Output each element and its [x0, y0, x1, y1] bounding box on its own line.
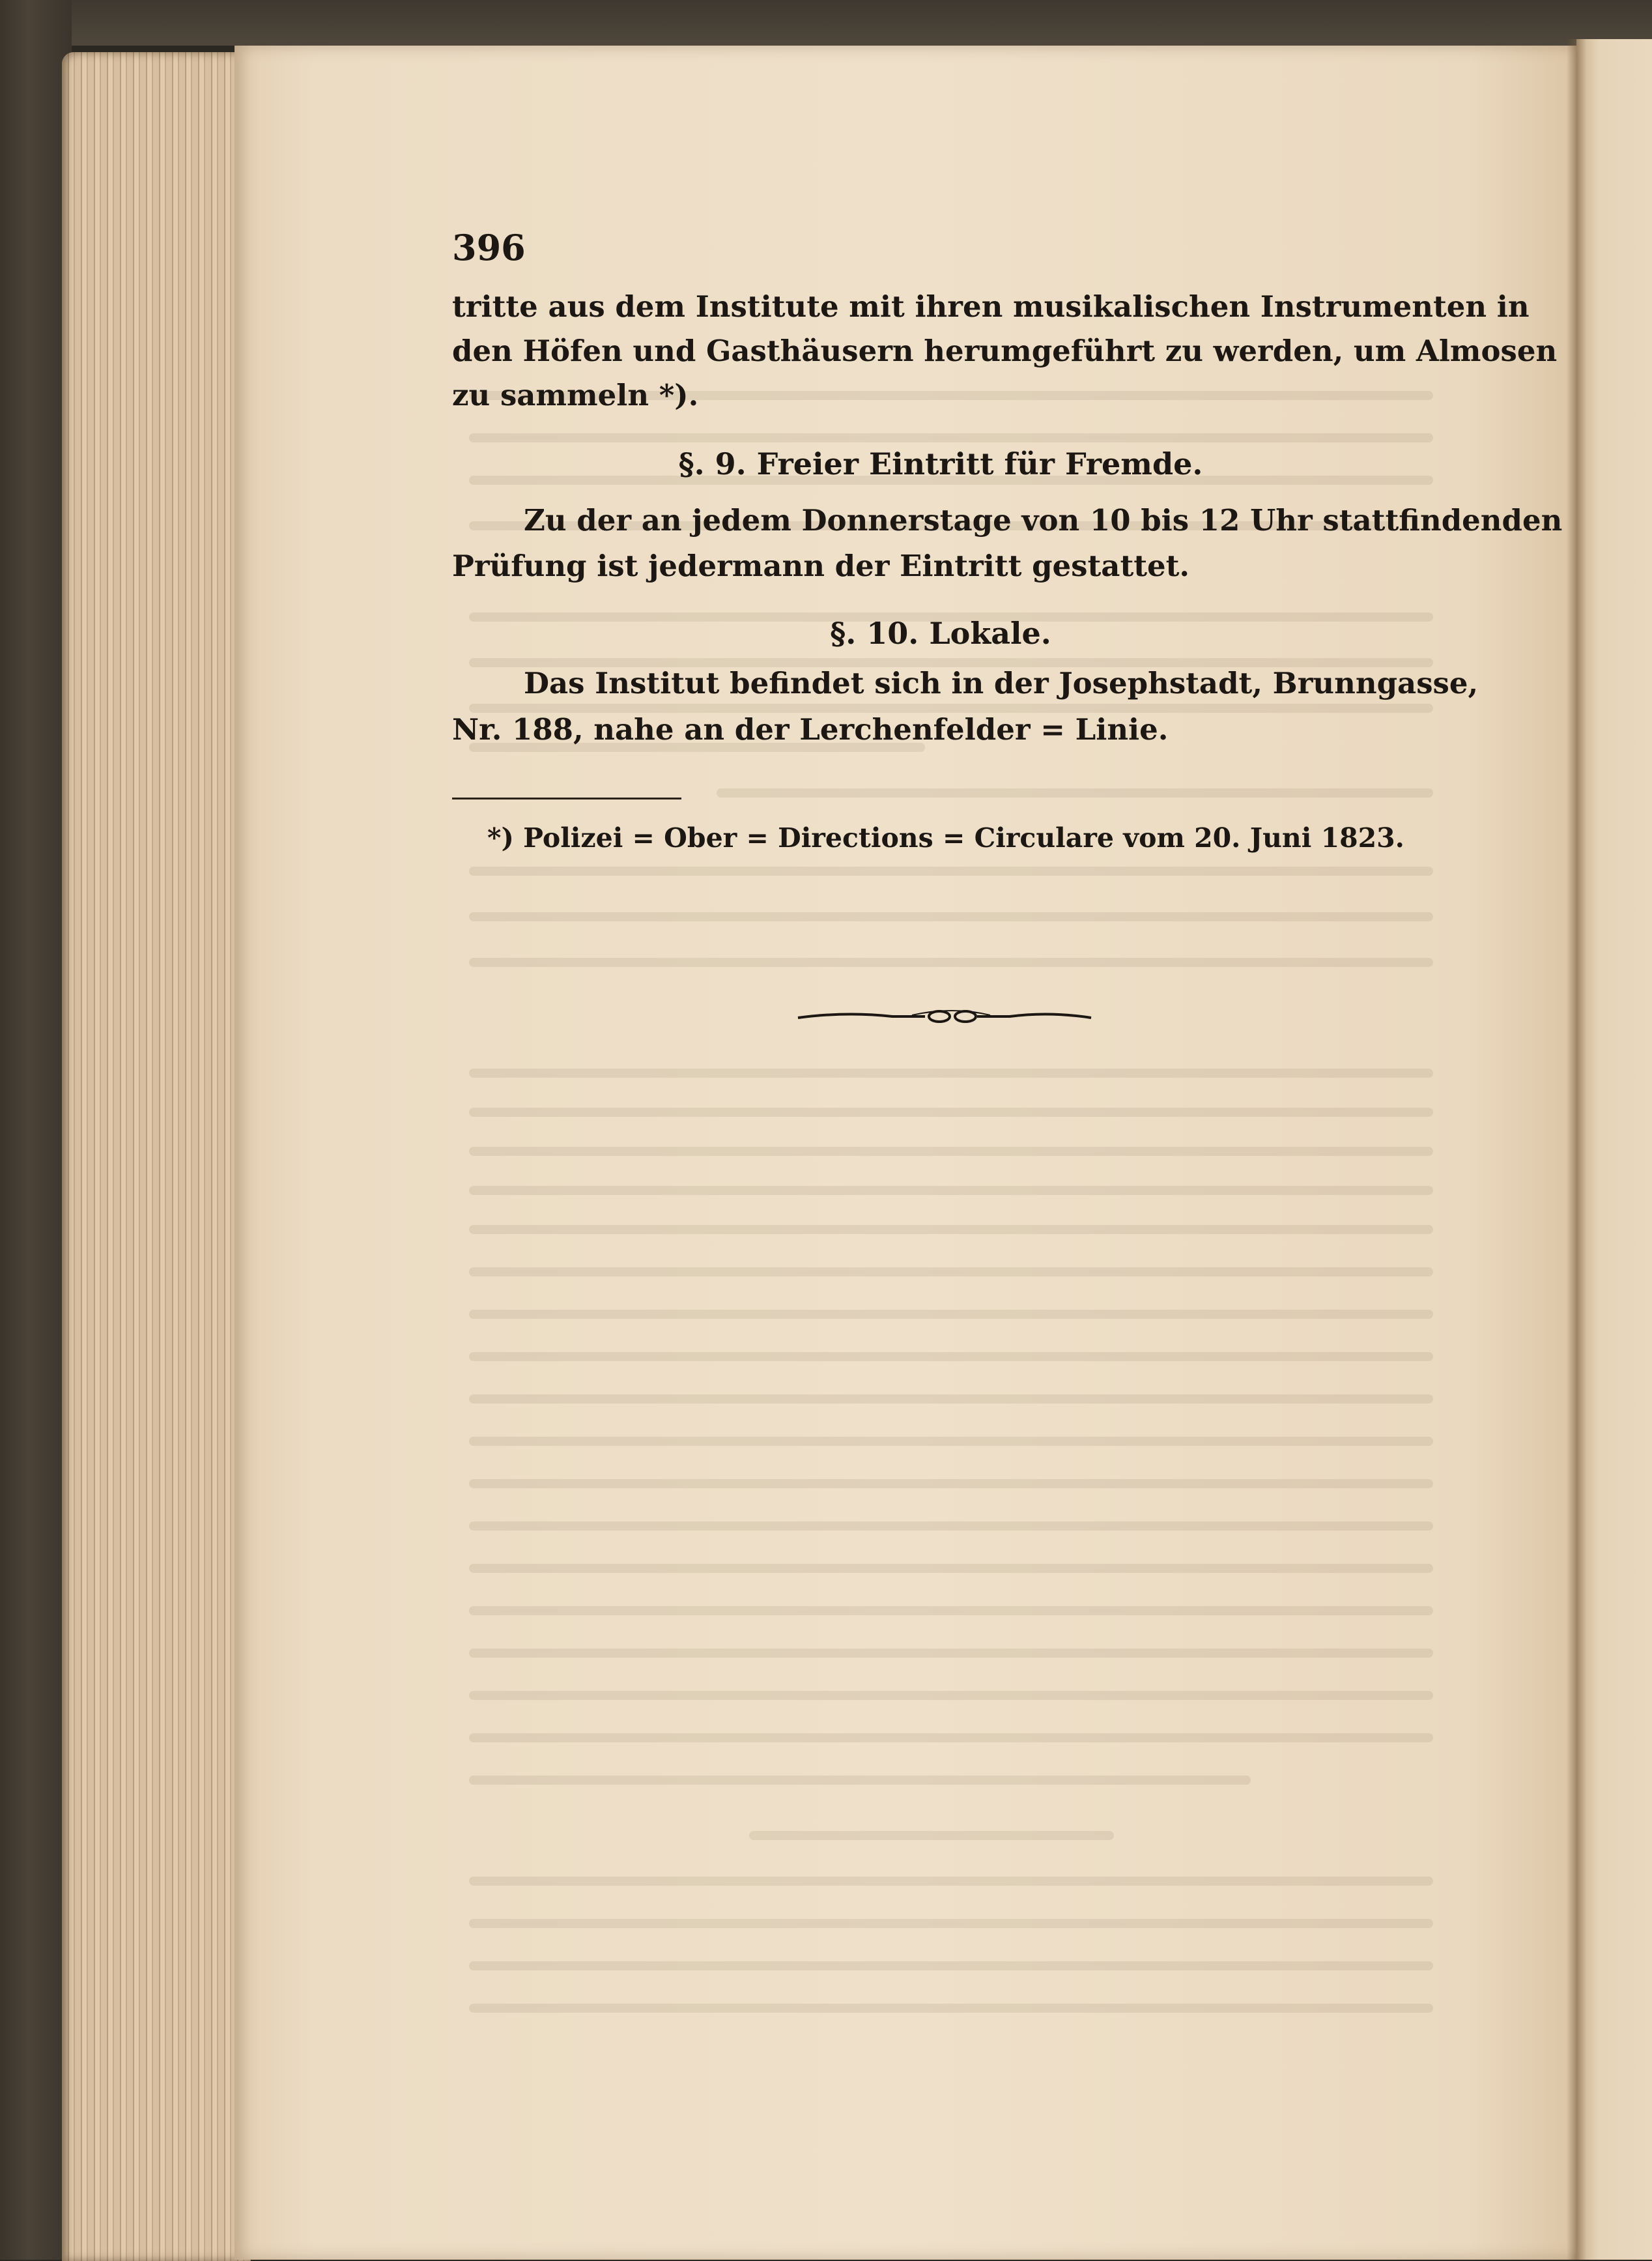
- facing-page-edge: [1576, 39, 1652, 2260]
- bleed-through-line: [469, 1267, 1433, 1276]
- paragraph-2-line-1: Zu der an jedem Donnerstage von 10 bis 12 Uhr stattfindenden: [524, 503, 1563, 538]
- footnote-rule: [452, 798, 681, 799]
- paragraph-1-line-2: den Höfen und Gasthäusern herumgeführt zu werden, um Almosen: [452, 334, 1558, 368]
- paragraph-1-line-3: zu sammeln *).: [452, 378, 699, 412]
- section-9-heading: §. 9. Freier Eintritt für Fremde.: [678, 446, 1203, 482]
- bleed-through-line: [469, 1521, 1433, 1531]
- bleed-through-line: [469, 1225, 1433, 1234]
- bleed-through-line: [749, 1831, 1114, 1840]
- bleed-through-line: [469, 1479, 1433, 1488]
- paragraph-3-line-2: Nr. 188, nahe an der Lerchenfelder = Linie.: [452, 712, 1169, 747]
- bleed-through-line: [469, 1147, 1433, 1156]
- bleed-through-line: [469, 1069, 1433, 1078]
- bleed-through-line: [469, 1108, 1433, 1117]
- paragraph-3-line-1: Das Institut befindet sich in der Josephstadt, Brunngasse,: [524, 666, 1479, 700]
- bleed-through-line: [469, 1564, 1433, 1573]
- bleed-through-line: [469, 1352, 1433, 1361]
- paragraph-2-line-2: Prüfung ist jedermann der Eintritt gestattet.: [452, 549, 1190, 583]
- bleed-through-line: [469, 1649, 1433, 1658]
- footnote: *) Polizei = Ober = Directions = Circulare vom 20. Juni 1823.: [487, 822, 1404, 854]
- bleed-through-line: [469, 704, 1433, 713]
- bleed-through-line: [469, 912, 1433, 921]
- bleed-through-line: [469, 1776, 1251, 1785]
- paragraph-1-line-1: tritte aus dem Institute mit ihren musikalischen Instrumenten in: [452, 289, 1530, 324]
- bleed-through-line: [469, 958, 1433, 967]
- bleed-through-line: [469, 433, 1433, 442]
- bleed-through-line: [469, 1961, 1433, 1970]
- bleed-through-line: [469, 1606, 1433, 1615]
- book-cover-top: [0, 0, 1652, 46]
- bleed-through-line: [469, 1919, 1433, 1928]
- bleed-through-line: [469, 1691, 1433, 1700]
- bleed-through-line: [717, 788, 1433, 798]
- bleed-through-line: [469, 1733, 1433, 1742]
- bleed-through-line: [469, 1437, 1433, 1446]
- bleed-through-line: [469, 2004, 1433, 2013]
- bleed-through-line: [469, 1186, 1433, 1195]
- section-10-heading: §. 10. Lokale.: [830, 616, 1051, 651]
- page-number: 396: [452, 227, 526, 268]
- bleed-through-line: [469, 1310, 1433, 1319]
- end-ornament: [795, 1003, 1094, 1030]
- bleed-through-line: [469, 1877, 1433, 1886]
- page-edges: [62, 52, 251, 2261]
- bleed-through-line: [469, 867, 1433, 876]
- page-gutter-shadow: [1567, 39, 1586, 2260]
- book-binding: [0, 0, 72, 2260]
- bleed-through-line: [469, 1394, 1433, 1404]
